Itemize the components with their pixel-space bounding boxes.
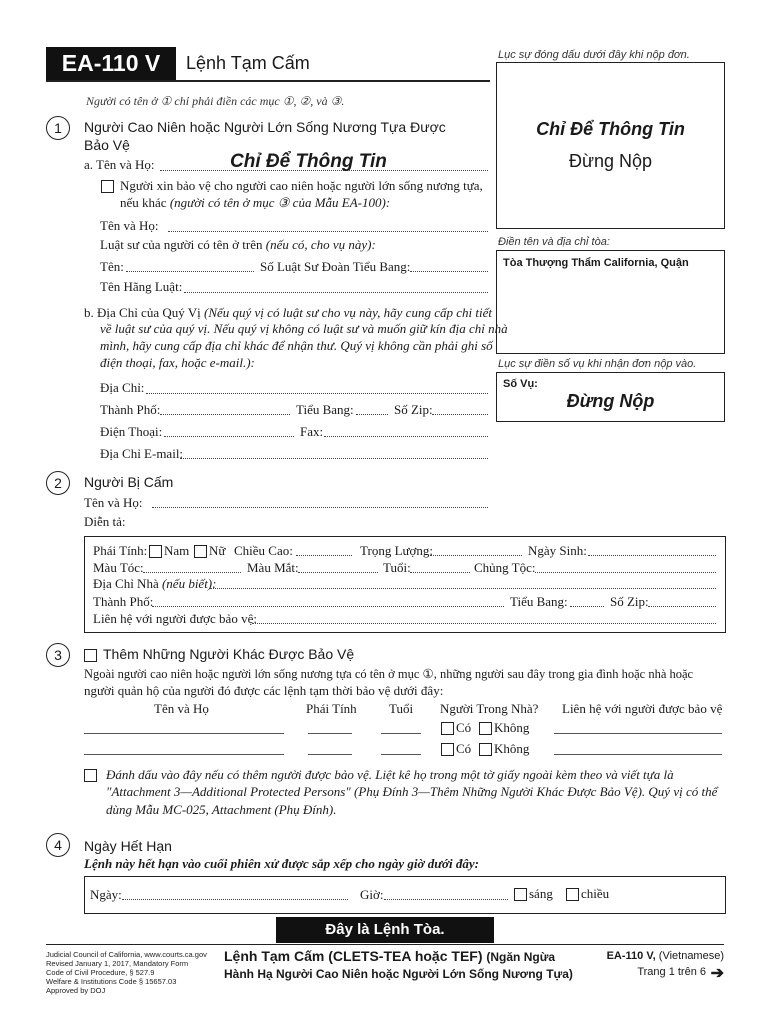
s2-female-checkbox[interactable] xyxy=(194,545,207,558)
intro-instruction: Người có tên ở ① chỉ phải điền các mục ①, ②, và ③. xyxy=(86,94,345,108)
s2-desc-label: Diễn tả: xyxy=(84,514,126,529)
s3-col-name: Tên và Họ xyxy=(154,701,209,716)
section-4-title: Ngày Hết Hạn xyxy=(84,838,172,854)
case-value: Đừng Nộp xyxy=(566,391,655,411)
case-label: Số Vụ: xyxy=(503,378,538,390)
s1-name-value: Chỉ Để Thông Tin xyxy=(230,151,387,172)
s3-attachment-text-3: dùng Mẫu MC-025, Attachment (Phụ Đính). xyxy=(106,802,337,817)
s4-subtitle: Lệnh này hết hạn vào cuối phiên xử được sắp xếp cho ngày giờ dưới đây: xyxy=(84,856,479,871)
s2-race-field[interactable] xyxy=(535,572,716,573)
section-2-title: Người Bị Cấm xyxy=(84,474,174,490)
s2-name-field[interactable] xyxy=(152,507,488,508)
footer-left-5: Approved by DOJ xyxy=(46,986,106,995)
s3-row1-yes: Có xyxy=(456,720,472,735)
s4-date-field[interactable] xyxy=(122,899,348,900)
s4-time-field[interactable] xyxy=(384,899,508,900)
s1-petitioner-text: Người xin bảo vệ cho người cao niên hoặc người lớn sống nương tựa, xyxy=(120,178,483,193)
s1-b-instr-3: mình, hãy cung cấp địa chỉ khác để nhận thư. Quý vị không cần phải ghi số xyxy=(100,338,493,353)
s1-city-field[interactable] xyxy=(160,414,290,415)
s3-col-sex: Phái Tính xyxy=(306,701,357,716)
s3-row1-yes-checkbox[interactable] xyxy=(441,722,454,735)
s2-race-label: Chủng Tộc: xyxy=(474,560,536,575)
court-name: Tòa Thượng Thẩm California, Quận xyxy=(503,257,689,269)
s1-firm-field[interactable] xyxy=(184,292,488,293)
s3-row2-yes: Có xyxy=(456,741,472,756)
s1-b-instr-2: về luật sư của quý vị. Nếu quý vị không có luật sư và muốn giữ kín địa chỉ nhà xyxy=(100,321,508,336)
s4-expiration-box xyxy=(84,876,726,914)
s3-col-household: Người Trong Nhà? xyxy=(440,701,539,716)
s1-b-instr-4: điện thoại, fax, hoặc e-mail.): xyxy=(100,355,255,370)
footer-left-2: Revised January 1, 2017, Mandatory Form xyxy=(46,959,189,968)
s2-relation-label: Liên hệ với người được bảo vệ: xyxy=(93,611,257,626)
s1-alt-name-field[interactable] xyxy=(168,231,488,232)
s2-zip-label: Số Zip: xyxy=(610,594,649,609)
s4-date-label: Ngày: xyxy=(90,887,122,902)
s1-email-field[interactable] xyxy=(180,458,488,459)
s1-state-label: Tiểu Bang: xyxy=(296,402,354,417)
s1-city-label: Thành Phố: xyxy=(100,402,161,417)
footer-left-1: Judicial Council of California, www.courts.ca.gov xyxy=(46,950,207,959)
court-note: Điền tên và địa chỉ tòa: xyxy=(498,236,610,248)
s3-row2-no-checkbox[interactable] xyxy=(479,743,492,756)
s3-title-checkbox[interactable] xyxy=(84,649,97,662)
footer-form-id: EA-110 V, (Vietnamese) xyxy=(606,950,724,962)
form-title: Lệnh Tạm Cấm xyxy=(186,53,310,73)
s2-state-field[interactable] xyxy=(570,606,604,607)
s3-row2-age[interactable] xyxy=(381,754,421,755)
s3-row1-sex[interactable] xyxy=(308,733,352,734)
s2-eyes-label: Màu Mắt: xyxy=(247,560,299,575)
s1-petitioner-checkbox[interactable] xyxy=(101,180,114,193)
s2-age-field[interactable] xyxy=(410,572,470,573)
s4-pm-label: chiều xyxy=(581,886,610,901)
s1-lawyer-label: Luật sư của người có tên ở trên (nếu có, cho vụ này): xyxy=(100,237,376,252)
footer-left-3: Code of Civil Procedure, § 527.9 xyxy=(46,968,155,977)
s4-pm-checkbox[interactable] xyxy=(566,888,579,901)
s4-am-checkbox[interactable] xyxy=(514,888,527,901)
footer-center-subtitle: Hành Hạ Người Cao Niên hoặc Người Lớn Sống Nương Tựa) xyxy=(224,967,573,981)
s3-col-relation: Liên hệ với người được bảo vệ xyxy=(562,701,723,716)
s2-city-field[interactable] xyxy=(152,606,504,607)
s2-dob-label: Ngày Sinh: xyxy=(528,543,587,558)
s2-name-label: Tên và Họ: xyxy=(84,495,143,510)
s1-phone-field[interactable] xyxy=(164,436,294,437)
s3-row1-relation[interactable] xyxy=(554,733,722,734)
s3-col-age: Tuổi xyxy=(389,701,414,716)
s1-bar-label: Số Luật Sư Đoàn Tiểu Bang: xyxy=(260,259,411,274)
section-3-number: 3 xyxy=(46,643,70,667)
s1-alt-name-label: Tên và Họ: xyxy=(100,218,159,233)
s2-height-field[interactable] xyxy=(296,555,352,556)
s3-row1-age[interactable] xyxy=(381,733,421,734)
s3-row1-name[interactable] xyxy=(84,733,284,734)
case-number-box[interactable] xyxy=(496,372,725,422)
s3-attachment-checkbox[interactable] xyxy=(84,769,97,782)
footer-center-title: Lệnh Tạm Cấm (CLETS-TEA hoặc TEF) (Ngăn Ngừa xyxy=(224,948,556,964)
s2-height-label: Chiều Cao: xyxy=(234,543,293,558)
section-4-number: 4 xyxy=(46,833,70,857)
section-1-number: 1 xyxy=(46,116,70,140)
s3-attachment-text-1: Đánh dấu vào đây nếu có thêm người được bảo vệ. Liệt kê họ trong một tờ giấy ngoài kèm theo và viết tựa là xyxy=(106,767,674,782)
footer-left-4: Welfare & Institutions Code § 15657.03 xyxy=(46,977,177,986)
clerk-stamp-note: Lục sự đóng dấu dưới đây khi nộp đơn. xyxy=(498,49,690,61)
s1-fax-label: Fax: xyxy=(300,424,324,439)
section-2-number: 2 xyxy=(46,471,70,495)
s3-row2-name[interactable] xyxy=(84,754,284,755)
footer-page-number: Trang 1 trên 6 xyxy=(637,966,706,978)
s3-row2-relation[interactable] xyxy=(554,754,722,755)
s2-hair-field[interactable] xyxy=(143,572,241,573)
s4-time-label: Giờ: xyxy=(360,887,384,902)
s2-city-label: Thành Phố: xyxy=(93,594,154,609)
s2-zip-field[interactable] xyxy=(648,606,716,607)
court-box[interactable] xyxy=(496,250,725,354)
form-code-badge: EA-110 V xyxy=(46,47,176,80)
footer-rule xyxy=(46,944,724,945)
next-page-arrow-icon: ➔ xyxy=(710,965,724,982)
header-rule xyxy=(46,80,490,82)
s2-weight-field[interactable] xyxy=(430,555,522,556)
s3-row2-sex[interactable] xyxy=(308,754,352,755)
s2-weight-label: Trọng Lượng: xyxy=(360,543,434,558)
s2-male-label: Nam xyxy=(164,543,190,558)
s1-lawyer-name-field[interactable] xyxy=(126,271,254,272)
s1-email-label: Địa Chỉ E-mail: xyxy=(100,446,184,461)
section-3-title: Thêm Những Người Khác Được Bảo Vệ xyxy=(103,646,355,662)
s1-zip-field[interactable] xyxy=(432,414,488,415)
s1-petitioner-text-2: nếu khác (người có tên ở mục ③ của Mẫu EA-100): xyxy=(120,195,391,210)
s2-female-label: Nữ xyxy=(209,543,226,558)
s2-relation-field[interactable] xyxy=(252,623,716,624)
s1-fax-field[interactable] xyxy=(324,436,488,437)
s1-lawyer-name-label: Tên: xyxy=(100,259,124,274)
s1-name-label: a. Tên và Họ: xyxy=(84,157,155,172)
stamp-info-only: Chỉ Để Thông Tin xyxy=(536,119,685,139)
s4-am-label: sáng xyxy=(529,886,553,901)
s2-male-checkbox[interactable] xyxy=(149,545,162,558)
s1-state-field[interactable] xyxy=(356,414,388,415)
court-order-banner: Đây là Lệnh Tòa. xyxy=(276,917,494,943)
section-1-title: Người Cao Niên hoặc Người Lớn Sống Nương Tựa Được xyxy=(84,119,446,135)
s2-age-label: Tuổi: xyxy=(383,560,411,575)
s2-home-label: Địa Chỉ Nhà (nếu biết): xyxy=(93,576,217,591)
s3-row2-no: Không xyxy=(494,741,530,756)
footer-left xyxy=(46,950,207,995)
s2-sex-label: Phái Tính: xyxy=(93,543,148,558)
s3-row2-yes-checkbox[interactable] xyxy=(441,743,454,756)
s1-zip-label: Số Zip: xyxy=(394,402,433,417)
case-note: Lục sự điền số vụ khi nhận đơn nộp vào. xyxy=(498,358,697,370)
s2-dob-field[interactable] xyxy=(588,555,716,556)
clerk-stamp-box xyxy=(496,62,725,229)
s2-home-field[interactable] xyxy=(210,588,716,589)
s2-state-label: Tiểu Bang: xyxy=(510,594,568,609)
s3-intro-2: người quản hộ của người đó được các lệnh tạm thời bảo vệ dưới đây: xyxy=(84,683,444,698)
stamp-do-not-file: Đừng Nộp xyxy=(568,151,653,171)
s1-address-label: Địa Chỉ: xyxy=(100,380,145,395)
s1-phone-label: Điện Thoại: xyxy=(100,424,163,439)
s3-attachment-text-2: "Attachment 3—Additional Protected Persons" (Phụ Đính 3—Thêm Những Người Khác Được Bảo Vệ). Quý vị có thể xyxy=(106,784,718,799)
s3-row1-no: Không xyxy=(494,720,530,735)
s1-address-field[interactable] xyxy=(146,393,488,394)
s3-row1-no-checkbox[interactable] xyxy=(479,722,492,735)
s1-firm-label: Tên Hãng Luật: xyxy=(100,279,183,294)
s1-bar-field[interactable] xyxy=(410,271,488,272)
section-1-title-cont: Bảo Vệ xyxy=(84,137,130,153)
s2-hair-label: Màu Tóc: xyxy=(93,560,144,575)
s1-b-address-heading: b. Địa Chỉ của Quý Vị (Nếu quý vị có luật sư cho vụ này, hãy cung cấp chi tiết xyxy=(84,305,492,320)
s3-intro-1: Ngoài người cao niên hoặc người lớn sống nương tựa có tên ở mục ①, những người sau đây trong gia đình hoặc nhà hoặc xyxy=(84,667,694,681)
s2-eyes-field[interactable] xyxy=(298,572,378,573)
